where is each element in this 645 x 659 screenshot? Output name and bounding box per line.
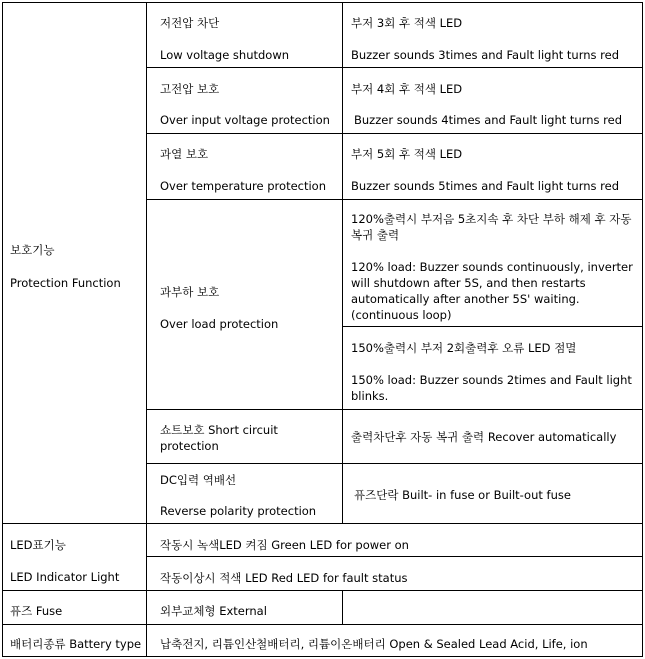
battery-label: 배터리종류 Battery type	[10, 637, 142, 651]
rule-after-fuse	[2, 624, 643, 625]
battery-value: 납축전지, 리튬인산철배터리, 리튬이온배터리 Open & Sealed Lead Acid, Life, ion	[160, 637, 588, 651]
rule-led-split	[146, 556, 643, 557]
over-temp-name-ko: 과열 보호	[160, 147, 209, 161]
over-temp-desc-en: Buzzer sounds 5times and Fault light turns red	[351, 179, 620, 193]
rule-after-over-temp	[146, 199, 643, 200]
low-voltage-name-en: Low voltage shutdown	[160, 48, 290, 62]
low-voltage-desc-en: Buzzer sounds 3times and Fault light turns red	[351, 48, 620, 62]
rule-after-short-circuit	[146, 463, 643, 464]
fuse-label: 퓨즈 Fuse	[10, 604, 63, 618]
over-load-desc1-ko: 120%출력시 부저음 5초지속 후 차단 부하 해제 후 자동 복귀 출력	[351, 212, 632, 242]
reverse-polarity-name-ko: DC입력 역배선	[160, 473, 237, 487]
spec-table	[2, 2, 643, 657]
led-fault: 작동이상시 적색 LED Red LED for fault status	[160, 571, 408, 585]
over-load-name-en: Over load protection	[160, 317, 279, 331]
short-circuit-name: 쇼트보호 Short circuit protection	[160, 423, 278, 453]
over-load-desc1-en: 120% load: Buzzer sounds continuously, inverter will shutdown after 5S, and then restarts automatically after another 5S' waiting. (continuous loop)	[351, 260, 633, 322]
over-temp-name-en: Over temperature protection	[160, 179, 327, 193]
over-voltage-name-en: Over input voltage protection	[160, 113, 330, 127]
reverse-polarity-name-en: Reverse polarity protection	[160, 504, 317, 518]
rule-right	[642, 2, 643, 657]
low-voltage-desc-ko: 부저 3회 후 적색 LED	[351, 16, 463, 30]
over-temp-desc-ko: 부저 5회 후 적색 LED	[351, 147, 463, 161]
rule-left	[2, 2, 3, 657]
over-voltage-name-ko: 고전압 보호	[160, 82, 220, 96]
rule-col2-top	[342, 2, 343, 524]
rule-bottom	[2, 656, 643, 657]
rule-after-over-voltage	[146, 133, 643, 134]
rule-col2-fuse	[342, 590, 343, 625]
led-label-ko: LED표기능	[10, 538, 66, 552]
over-load-desc2-en: 150% load: Buzzer sounds 2times and Fault light blinks.	[351, 373, 632, 403]
over-load-desc2-ko: 150%출력시 부저 2회출력후 오류 LED 점멸	[351, 341, 577, 355]
over-voltage-desc-ko: 부저 4회 후 적색 LED	[351, 82, 463, 96]
rule-after-low-voltage	[146, 67, 643, 68]
short-circuit-desc: 출력차단후 자동 복귀 출력 Recover automatically	[351, 430, 617, 444]
rule-overload-split	[342, 326, 643, 327]
led-power: 작동시 녹색LED 켜짐 Green LED for power on	[160, 538, 409, 552]
rule-after-protection	[2, 523, 643, 524]
protection-label-en: Protection Function	[10, 276, 121, 290]
rule-col1	[146, 2, 147, 657]
led-label-en: LED Indicator Light	[10, 570, 120, 584]
fuse-value: 외부교체형 External	[160, 604, 267, 618]
reverse-polarity-desc: 퓨즈단락 Built- in fuse or Built-out fuse	[354, 488, 571, 502]
over-load-name-ko: 과부하 보호	[160, 285, 220, 299]
over-voltage-desc-en: Buzzer sounds 4times and Fault light turns red	[354, 113, 623, 127]
rule-after-over-load	[146, 409, 643, 410]
protection-label-ko: 보호기능	[10, 243, 55, 257]
low-voltage-name-ko: 저전압 차단	[160, 16, 220, 30]
rule-after-led	[2, 590, 643, 591]
rule-top	[2, 2, 643, 3]
